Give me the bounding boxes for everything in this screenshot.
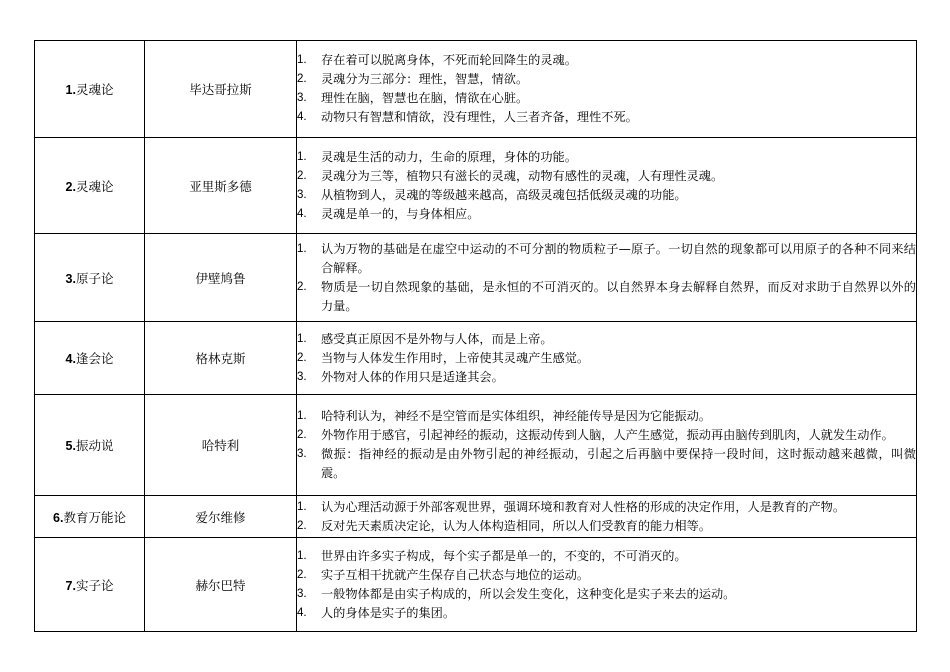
description-cell	[297, 322, 917, 395]
row-number: 2.	[65, 179, 76, 194]
point-marker: 4.	[297, 606, 307, 619]
row-number: 7.	[65, 578, 76, 593]
person-name: 亚里斯多德	[189, 178, 252, 194]
point-text: 灵魂分为三部分：理性，智慧，情欲。	[321, 72, 529, 86]
table-row	[35, 234, 917, 322]
table-body	[35, 41, 917, 632]
theory-name-cell	[35, 322, 145, 395]
point-item	[297, 330, 916, 349]
theory-name-cell	[35, 234, 145, 322]
description-cell	[297, 538, 917, 632]
description-cell	[297, 138, 917, 234]
point-marker: 1.	[297, 410, 307, 422]
point-marker: 3.	[297, 448, 307, 460]
person-name: 伊壁鸠鲁	[195, 270, 246, 286]
point-marker: 1.	[297, 242, 307, 255]
person-name: 赫尔巴特	[195, 577, 246, 593]
point-text: 哈特利认为，神经不是空管而是实体组织，神经能传导是因为它能振动。	[321, 409, 711, 423]
person-name: 毕达哥拉斯	[189, 82, 252, 97]
theory-table	[34, 40, 917, 632]
theory-name: 振动说	[75, 438, 114, 453]
point-item	[297, 70, 916, 89]
theory-name: 灵魂论	[75, 178, 114, 194]
person-cell	[145, 234, 297, 322]
point-marker: 3.	[297, 188, 307, 201]
row-number: 3.	[65, 271, 76, 286]
theory-name-cell	[35, 496, 145, 538]
description-cell	[297, 395, 917, 496]
point-text: 认为万物的基础是在虚空中运动的不可分割的物质粒子—原子。一切自然的现象都可以用原子的各种不同来结合解释。	[321, 241, 916, 275]
row-number: 6.	[53, 510, 64, 525]
point-marker: 4.	[297, 207, 307, 220]
theory-name: 教育万能论	[63, 509, 126, 525]
description-cell	[297, 41, 917, 138]
theory-name: 逢会论	[75, 351, 114, 366]
point-item	[297, 407, 916, 426]
point-text: 感受真正原因不是外物与人体，而是上帝。	[321, 331, 553, 346]
person-cell	[145, 41, 297, 138]
point-text: 从植物到人，灵魂的等级越来越高，高级灵魂包括低级灵魂的功能。	[321, 187, 687, 202]
point-item	[297, 445, 916, 483]
point-list	[297, 330, 916, 387]
point-text: 物质是一切自然现象的基础，是永恒的不可消灭的。以自然界本身去解释自然界，而反对求助于自然界以外的力量。	[321, 279, 916, 313]
point-list	[297, 51, 916, 127]
point-list	[297, 498, 916, 536]
point-text: 微振：指神经的振动是由外物引起的神经振动，引起之后再脑中要保持一段时间，这时振动越来越微，叫微震。	[321, 447, 916, 480]
description-cell	[297, 234, 917, 322]
table-row	[35, 538, 917, 632]
table-row	[35, 496, 917, 538]
point-item	[297, 604, 916, 623]
theory-name-cell	[35, 138, 145, 234]
point-item	[297, 167, 916, 186]
person-cell	[145, 496, 297, 538]
person-name: 哈特利	[201, 438, 240, 453]
point-text: 理性在脑，智慧也在脑，情欲在心脏。	[321, 91, 529, 105]
point-item	[297, 517, 916, 536]
point-marker: 1.	[297, 54, 307, 66]
point-item	[297, 240, 916, 278]
row-number: 1.	[65, 83, 76, 97]
person-cell	[145, 538, 297, 632]
theory-name-cell	[35, 538, 145, 632]
table-row	[35, 138, 917, 234]
point-item	[297, 368, 916, 387]
point-text: 一般物体都是由实子构成的，所以会发生变化，这种变化是实子来去的运动。	[321, 586, 736, 601]
point-marker: 2.	[297, 519, 307, 532]
point-marker: 1.	[297, 150, 307, 163]
point-item	[297, 566, 916, 585]
point-text: 外物对人体的作用只是适逢其会。	[321, 369, 504, 384]
point-list	[297, 240, 916, 316]
point-marker: 1.	[297, 332, 307, 345]
point-text: 灵魂是生活的动力，生命的原理，身体的功能。	[321, 149, 577, 164]
point-text: 动物只有智慧和情欲，没有理性，人三者齐备，理性不死。	[321, 110, 638, 124]
point-item	[297, 205, 916, 224]
person-cell	[145, 322, 297, 395]
point-text: 世界由许多实子构成，每个实子都是单一的，不变的，不可消灭的。	[321, 548, 687, 563]
point-item	[297, 349, 916, 368]
point-item	[297, 278, 916, 316]
point-marker: 4.	[297, 111, 307, 123]
point-marker: 1.	[297, 500, 307, 513]
point-marker: 2.	[297, 568, 307, 581]
row-number: 5.	[65, 439, 76, 453]
point-item	[297, 585, 916, 604]
point-text: 人的身体是实子的集团。	[321, 605, 456, 620]
point-list	[297, 148, 916, 224]
theory-name: 原子论	[75, 270, 114, 286]
table-row	[35, 41, 917, 138]
point-marker: 3.	[297, 370, 307, 383]
point-list	[297, 407, 916, 483]
person-cell	[145, 138, 297, 234]
point-marker: 3.	[297, 587, 307, 600]
description-cell	[297, 496, 917, 538]
point-marker: 3.	[297, 92, 307, 104]
point-item	[297, 148, 916, 167]
point-item	[297, 108, 916, 127]
theory-name-cell	[35, 395, 145, 496]
point-marker: 1.	[297, 549, 307, 562]
row-number: 4.	[65, 352, 76, 366]
point-marker: 2.	[297, 73, 307, 85]
point-text: 认为心理活动源于外部客观世界，强调环境和教育对人性格的形成的决定作用，人是教育的产物。	[321, 499, 846, 514]
point-text: 灵魂分为三等，植物只有滋长的灵魂，动物有感性的灵魂，人有理性灵魂。	[321, 168, 724, 183]
point-item	[297, 51, 916, 70]
point-item	[297, 89, 916, 108]
point-text: 反对先天素质决定论，认为人体构造相同，所以人们受教育的能力相等。	[321, 518, 711, 533]
point-text: 灵魂是单一的，与身体相应。	[321, 206, 480, 221]
person-name: 爱尔维修	[195, 509, 246, 525]
point-marker: 2.	[297, 429, 307, 441]
point-marker: 2.	[297, 351, 307, 364]
point-list	[297, 547, 916, 623]
person-cell	[145, 395, 297, 496]
point-marker: 2.	[297, 280, 307, 293]
table-row	[35, 322, 917, 395]
point-text: 存在着可以脱离身体，不死而轮回降生的灵魂。	[321, 53, 577, 67]
point-item	[297, 186, 916, 205]
point-item	[297, 547, 916, 566]
point-text: 当物与人体发生作用时，上帝使其灵魂产生感觉。	[321, 350, 590, 365]
point-text: 外物作用于感官，引起神经的振动，这振动传到人脑，人产生感觉，振动再由脑传到肌肉，人就发生动作。	[321, 428, 894, 442]
table-row	[35, 395, 917, 496]
point-marker: 2.	[297, 169, 307, 182]
point-item	[297, 426, 916, 445]
person-name: 格林克斯	[195, 351, 246, 366]
theory-name: 灵魂论	[75, 82, 114, 97]
point-item	[297, 498, 916, 517]
point-text: 实子互相干扰就产生保存自己状态与地位的运动。	[321, 567, 590, 582]
theory-name: 实子论	[75, 577, 114, 593]
theory-name-cell	[35, 41, 145, 138]
